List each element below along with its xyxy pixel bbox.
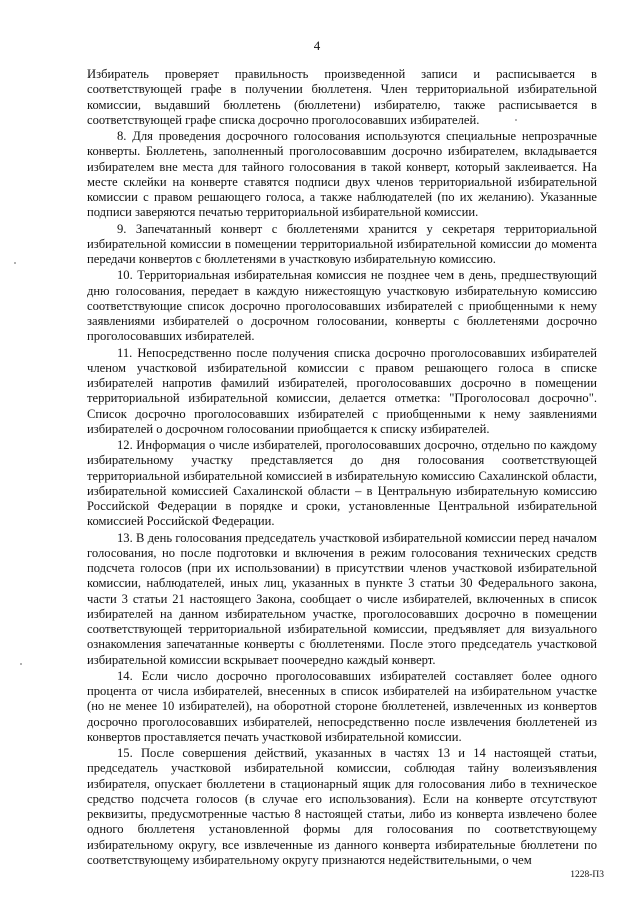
- paragraph-11: 11. Непосредственно после получения списка досрочно проголосовавших избирателей членом участковой избирательной комиссии с правом решающего голоса в списке избирателей напротив фамилий избирателей, проголосовавших досрочно в помещении территориальной избирательной комиссии, делается отметка: "Проголосовал досрочно". Список досрочно проголосовавших избирателей с приобщенными к нему заявлениями избирателей о досрочном голосовании приобщается к списку избирателей.: [87, 345, 597, 436]
- paragraph-14: 14. Если число досрочно проголосовавших избирателей составляет более одного процента от числа избирателей, внесенных в список избирателей на избирательном участке (но не менее 10 избирателей), на оборотной стороне бюллетеней, извлеченных из конвертов досрочно проголосовавших избирателей, непосредственно после извлечения бюллетеней из конвертов проставляется печать участковой избирательной комиссии.: [87, 668, 597, 744]
- paragraph-9: 9. Запечатанный конверт с бюллетенями хранится у секретаря территориальной избирательной комиссии в помещении территориальной избирательной комиссии до момента передачи конвертов с бюллетенями в участковую избирательную комиссию.: [87, 221, 597, 266]
- paragraph-12: 12. Информация о числе избирателей, проголосовавших досрочно, отдельно по каждому избирательному участку представляется до дня голосования соответствующей территориальной избирательной комиссией в избирательную комиссию Сахалинской области, избирательной комиссией Сахалинской области – в Центральную избирательную комиссию Российской Федерации в порядке и сроки, установленные Центральной избирательной комиссией Российской Федерации.: [87, 438, 597, 529]
- scan-speck: [14, 262, 16, 264]
- document-code: 1228-П3: [570, 870, 604, 880]
- scan-speck: [20, 663, 22, 665]
- scan-speck: [515, 119, 517, 121]
- document-body: [87, 67, 597, 869]
- page-number: 4: [313, 38, 321, 53]
- paragraph-15: 15. После совершения действий, указанных в частях 13 и 14 настоящей статьи, председатель участковой избирательной комиссии, соблюдая тайну волеизъявления избирателя, опускает бюллетени в стационарный ящик для голосования либо в техническое средство подсчета голосов (в случае его использования). Если на конверте отсутствуют реквизиты, предусмотренные частью 8 настоящей статьи, либо из конверта извлечено более одного бюллетеня установленной формы для голосования по соответствующему избирательному округу, все извлеченные из данного конверта избирательные бюллетени по соответствующему избирательному округу признаются недействительными, о чем: [87, 746, 597, 867]
- paragraph-8: 8. Для проведения досрочного голосования используются специальные непрозрачные конверты. Бюллетень, заполненный проголосовавшим досрочно избирателем, вкладывается избирателем вне места для тайного голосования в такой конверт, который заклеивается. На месте склейки на конверте ставятся подписи двух членов территориальной избирательной комиссии с правом решающего голоса, а также наблюдателей (по их желанию). Указанные подписи заверяются печатью территориальной избирательной комиссии.: [87, 129, 597, 220]
- paragraph-continuation: Избиратель проверяет правильность произведенной записи и расписывается в соответствующей графе в получении бюллетеня. Член территориальной избирательной комиссии, выдавший бюллетень (бюллетени) избирателю, также расписывается в соответствующей графе списка досрочно проголосовавших избирателей.: [87, 67, 597, 127]
- paragraph-13: 13. В день голосования председатель участковой избирательной комиссии перед началом голосования, но после подготовки и включения в режим голосования технических средств подсчета голосов (при их использовании) в присутствии членов участковой избирательной комиссии, наблюдателей, иных лиц, указанных в пункте 3 статьи 30 Федерального закона, части 3 статьи 21 настоящего Закона, сообщает о числе избирателей, включенных в список избирателей на данном избирательном участке, проголосовавших досрочно в помещении соответствующей территориальной избирательной комиссии, предъявляет для визуального ознакомления запечатанные конверты с бюллетенями. После этого председатель участковой избирательной комиссии вскрывает поочередно каждый конверт.: [87, 530, 597, 667]
- paragraph-10: 10. Территориальная избирательная комиссия не позднее чем в день, предшествующий дню голосования, передает в каждую нижестоящую участковую избирательную комиссию соответствующие список досрочно проголосовавших избирателей с приобщенными к нему заявлениями избирателей о досрочном голосовании, конверты с бюллетенями досрочно проголосовавших избирателей.: [87, 268, 597, 344]
